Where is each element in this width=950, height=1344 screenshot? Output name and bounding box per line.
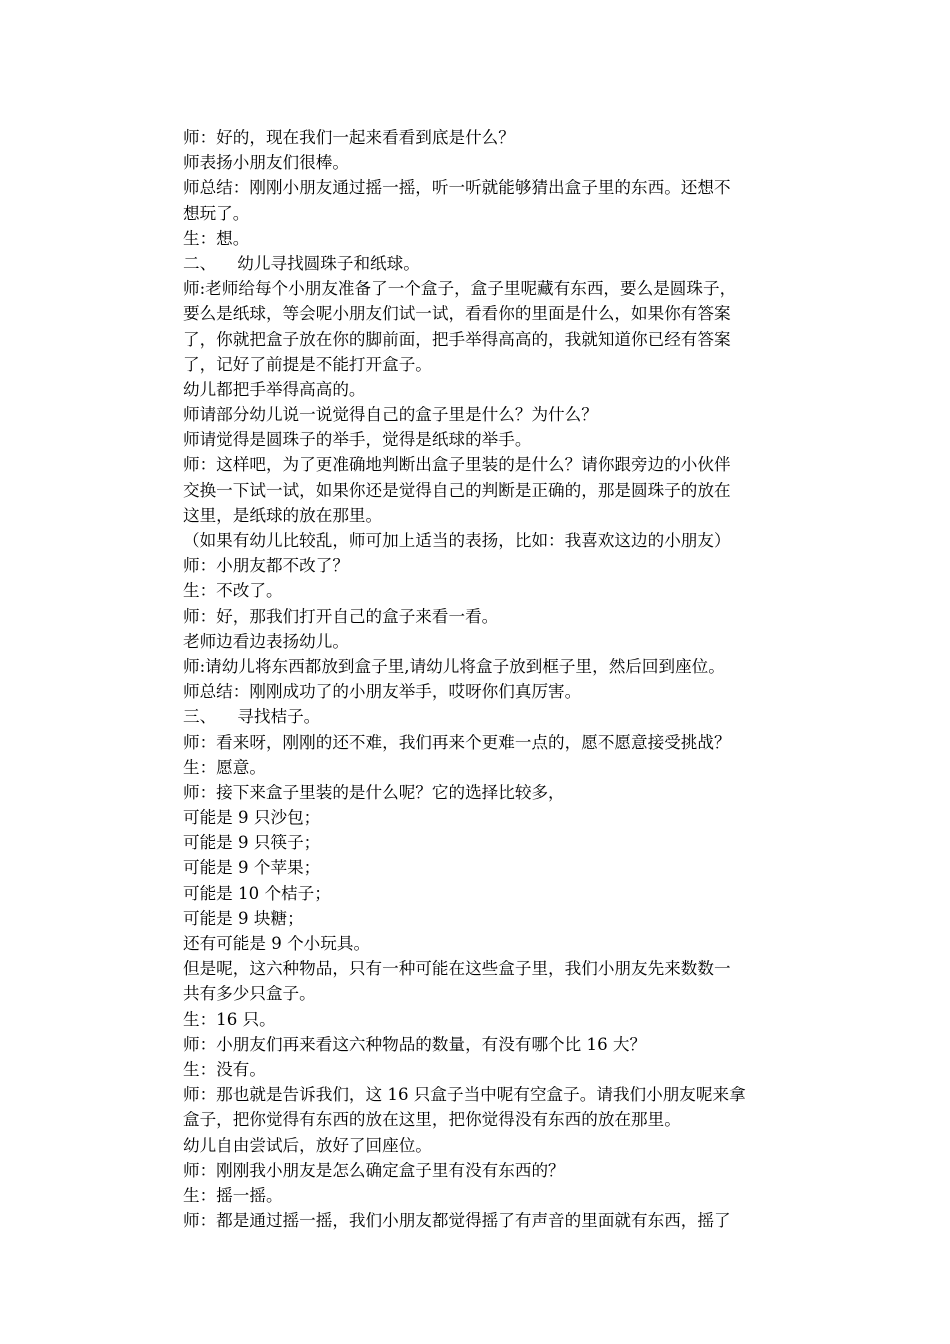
text-line: 但是呢，这六种物品，只有一种可能在这些盒子里，我们小朋友先来数数一 — [183, 959, 731, 979]
text-line: 师总结：刚刚成功了的小朋友举手，哎呀你们真厉害。 — [183, 682, 582, 702]
text-line: 还有可能是 9 个小玩具。 — [183, 934, 371, 953]
text-line: 共有多少只盒子。 — [183, 984, 316, 1004]
text-line: 要么是纸球，等会呢小朋友们试一试，看看你的里面是什么，如果你有答案 — [183, 304, 731, 324]
text-line: 师：那也就是告诉我们，这 16 只盒子当中呢有空盒子。请我们小朋友呢来拿 — [183, 1085, 746, 1105]
text-line: 师：接下来盒子里装的是什么呢？它的选择比较多， — [183, 782, 565, 802]
text-line: 可能是 9 个苹果； — [183, 858, 321, 878]
text-line: 师:请幼儿将东西都放到盒子里,请幼儿将盒子放到框子里，然后回到座位。 — [183, 656, 725, 676]
text-line: 盒子，把你觉得有东西的放在这里，把你觉得没有东西的放在那里。 — [183, 1110, 681, 1130]
document-body — [183, 125, 813, 1233]
text-line: 生：摇一摇。 — [183, 1185, 283, 1205]
text-line: 师总结：刚刚小朋友通过摇一摇，听一听就能够猜出盒子里的东西。还想不 — [183, 178, 731, 198]
text-line: 想玩了。 — [183, 203, 250, 223]
text-line: 师：好，那我们打开自己的盒子来看一看。 — [183, 606, 499, 626]
text-line: 师：刚刚我小朋友是怎么确定盒子里有没有东西的？ — [183, 1160, 565, 1180]
text-line: 师表扬小朋友们很棒。 — [183, 153, 349, 173]
text-line: 师：看来呀，刚刚的还不难，我们再来个更难一点的，愿不愿意接受挑战？ — [183, 732, 731, 752]
text-line: 生：愿意。 — [183, 757, 266, 777]
text-line: 师：小朋友都不改了？ — [183, 556, 349, 576]
text-line: 了，记好了前提是不能打开盒子。 — [183, 354, 432, 374]
text-line: 这里，是纸球的放在那里。 — [183, 505, 383, 525]
text-line: 生：16 只。 — [183, 1009, 276, 1029]
text-line: 老师边看边表扬幼儿。 — [183, 631, 349, 651]
text-line: 师：小朋友们再来看这六种物品的数量，有没有哪个比 16 大？ — [183, 1034, 647, 1054]
text-line: 师：这样吧，为了更准确地判断出盒子里装的是什么？请你跟旁边的小伙伴 — [183, 455, 731, 475]
text-line: 师:老师给每个小朋友准备了一个盒子，盒子里呢藏有东西，要么是圆珠子， — [183, 279, 737, 299]
text-line: （如果有幼儿比较乱，师可加上适当的表扬，比如：我喜欢这边的小朋友） — [183, 531, 731, 550]
text-line: 师请部分幼儿说一说觉得自己的盒子里是什么？为什么？ — [183, 405, 598, 425]
text-line: 可能是 9 块糖； — [183, 908, 304, 928]
text-line: 可能是 10 个桔子； — [183, 883, 331, 903]
text-line: 生：想。 — [183, 228, 250, 248]
text-line: 师请觉得是圆珠子的举手，觉得是纸球的举手。 — [183, 430, 532, 450]
text-line: 了，你就把盒子放在你的脚前面，把手举得高高的，我就知道你已经有答案 — [183, 329, 731, 349]
text-line: 师：好的，现在我们一起来看看到底是什么？ — [183, 128, 515, 147]
text-line: 可能是 9 只沙包； — [183, 808, 321, 828]
text-line: 幼儿自由尝试后，放好了回座位。 — [183, 1135, 432, 1155]
text-line: 可能是 9 只筷子； — [183, 833, 321, 853]
text-line: 生：不改了。 — [183, 581, 283, 601]
text-line: 生：没有。 — [183, 1059, 266, 1079]
text-line: 师：都是通过摇一摇，我们小朋友都觉得摇了有声音的里面就有东西，摇了 — [183, 1211, 731, 1231]
text-line: 幼儿都把手举得高高的。 — [183, 379, 366, 399]
text-line: 三、 寻找桔子。 — [183, 707, 321, 727]
text-line: 交换一下试一试，如果你还是觉得自己的判断是正确的，那是圆珠子的放在 — [183, 480, 731, 500]
text-line: 二、 幼儿寻找圆珠子和纸球。 — [183, 253, 420, 273]
